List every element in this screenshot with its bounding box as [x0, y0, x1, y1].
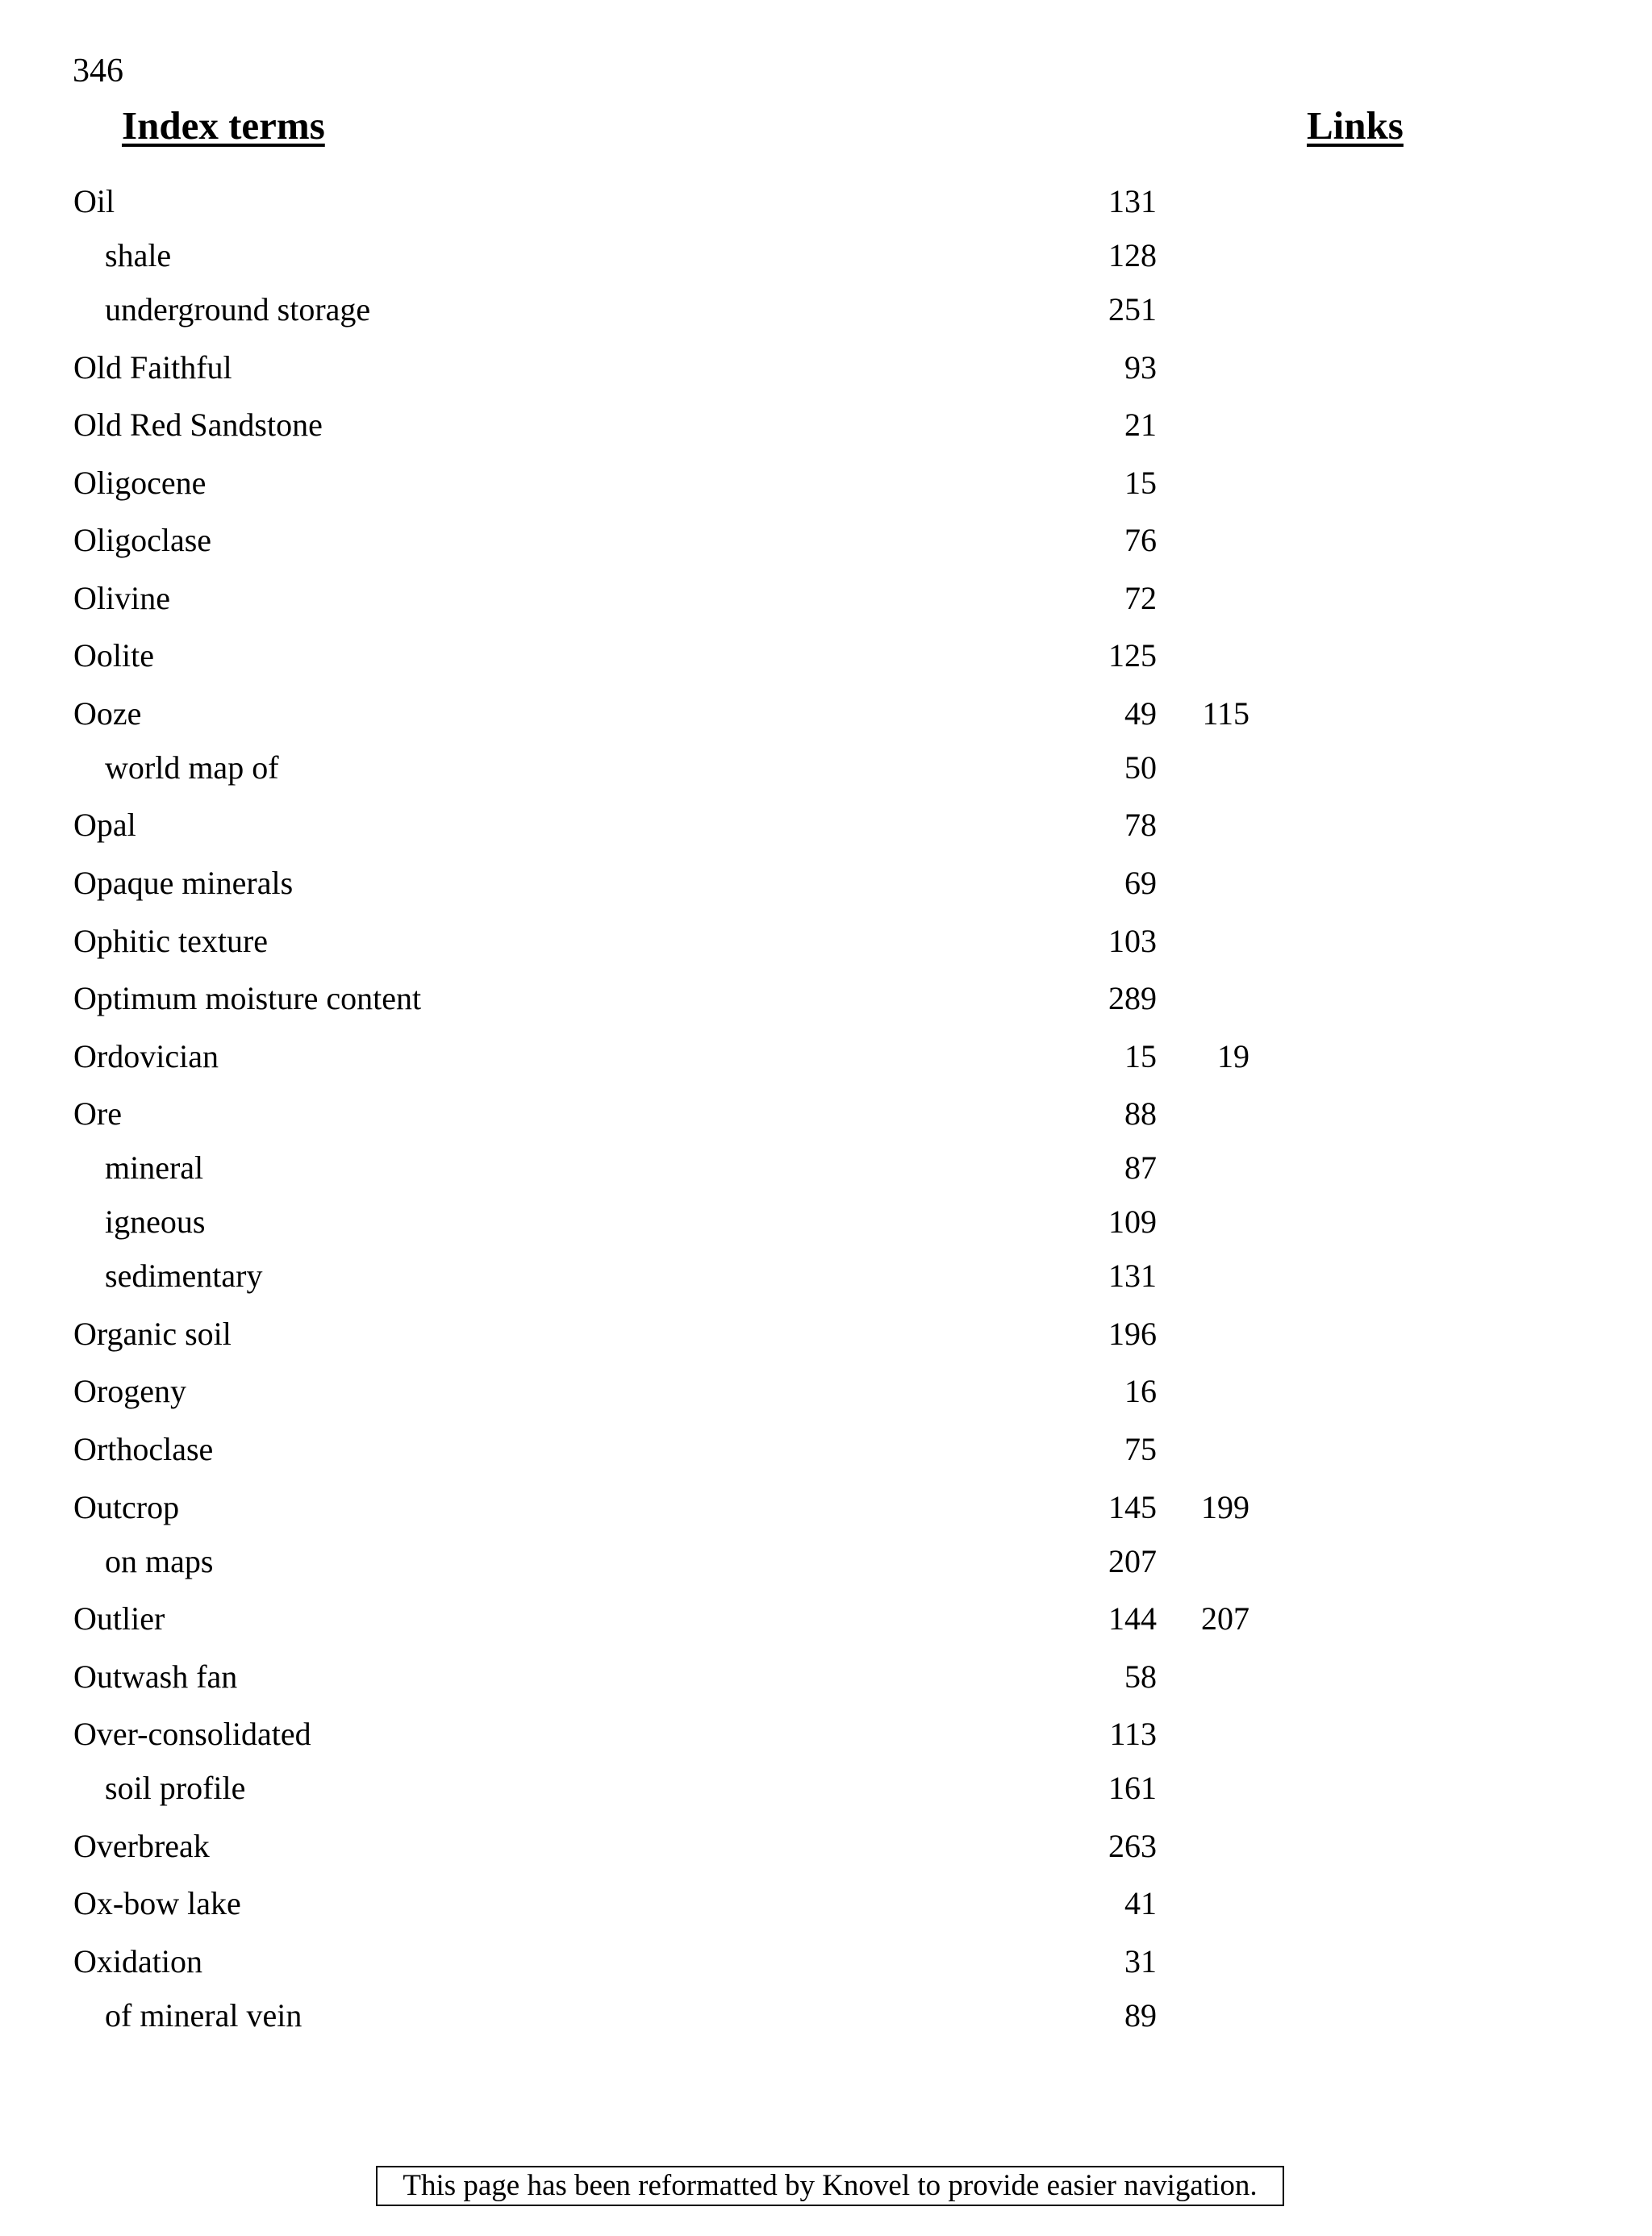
page-link[interactable]: 69	[1124, 865, 1157, 901]
index-subterm: soil profile	[105, 1770, 246, 1806]
index-term: Orthoclase	[73, 1431, 214, 1467]
page-link[interactable]: 88	[1124, 1095, 1157, 1132]
index-entry	[0, 1710, 1652, 1758]
index-entry	[0, 1483, 1652, 1532]
page-link[interactable]: 131	[1108, 183, 1157, 219]
page-link[interactable]: 109	[1108, 1204, 1157, 1240]
index-term: Organic soil	[73, 1316, 232, 1352]
page-link[interactable]: 131	[1108, 1258, 1157, 1294]
page-link[interactable]: 75	[1124, 1431, 1157, 1467]
index-entry	[0, 974, 1652, 1023]
index-entry	[0, 1992, 1652, 2040]
index-entry	[0, 1764, 1652, 1813]
index-entry	[0, 177, 1652, 226]
index-term: Orogeny	[73, 1373, 186, 1409]
page-link[interactable]: 89	[1124, 1997, 1157, 2034]
page-link[interactable]: 263	[1108, 1828, 1157, 1864]
index-entry	[0, 1144, 1652, 1192]
index-term: Olivine	[73, 580, 170, 616]
index-entry	[0, 1822, 1652, 1871]
page-link[interactable]: 15	[1124, 465, 1157, 501]
index-entry	[0, 1198, 1652, 1246]
index-entry	[0, 401, 1652, 449]
page-link[interactable]: 207	[1108, 1543, 1157, 1579]
index-term: Outcrop	[73, 1489, 180, 1525]
page-link[interactable]: 31	[1124, 1943, 1157, 1979]
index-entry	[0, 1367, 1652, 1416]
index-term: Oligocene	[73, 465, 206, 501]
index-term: Ordovician	[73, 1038, 219, 1074]
index-term: Ooze	[73, 695, 142, 732]
page-link[interactable]: 125	[1108, 637, 1157, 674]
index-subterm: of mineral vein	[105, 1997, 302, 2034]
page-number: 346	[73, 52, 123, 90]
index-term: Old Red Sandstone	[73, 407, 323, 443]
index-term: Ophitic texture	[73, 923, 269, 959]
index-term: Old Faithful	[73, 349, 232, 386]
page-link[interactable]: 87	[1124, 1149, 1157, 1186]
index-terms-header: Index terms	[122, 103, 325, 148]
index-term: Ox-bow lake	[73, 1885, 241, 1921]
page-link[interactable]: 76	[1124, 522, 1157, 558]
page-link[interactable]: 128	[1108, 237, 1157, 273]
page-link[interactable]: 113	[1109, 1716, 1157, 1752]
index-term: Opal	[73, 807, 136, 843]
page-link[interactable]: 16	[1124, 1373, 1157, 1409]
index-subterm: on maps	[105, 1543, 214, 1579]
index-term: Oolite	[73, 637, 154, 674]
index-term: Over-consolidated	[73, 1716, 311, 1752]
page-link[interactable]: 41	[1124, 1885, 1157, 1921]
index-entry	[0, 1310, 1652, 1358]
page-link[interactable]: 50	[1124, 749, 1157, 786]
index-subterm: underground storage	[105, 291, 371, 327]
index-entry	[0, 801, 1652, 849]
index-entry	[0, 1653, 1652, 1701]
page-link[interactable]: 93	[1124, 349, 1157, 386]
page-link[interactable]: 145	[1108, 1489, 1157, 1525]
index-entry	[0, 1537, 1652, 1586]
index-entry	[0, 632, 1652, 680]
index-entry	[0, 690, 1652, 738]
index-entry	[0, 1032, 1652, 1081]
index-entry	[0, 1938, 1652, 1986]
index-entry	[0, 917, 1652, 966]
page-link[interactable]: 289	[1108, 980, 1157, 1016]
index-entry	[0, 286, 1652, 334]
index-term: Outwash fan	[73, 1658, 238, 1695]
index-entry	[0, 1879, 1652, 1928]
page-link[interactable]: 115	[1202, 695, 1249, 732]
index-entry	[0, 1252, 1652, 1300]
index-entry	[0, 574, 1652, 623]
index-entry	[0, 459, 1652, 507]
index-term: Oligoclase	[73, 522, 212, 558]
index-term: Oxidation	[73, 1943, 202, 1979]
page-link[interactable]: 199	[1201, 1489, 1249, 1525]
page-link[interactable]: 103	[1108, 923, 1157, 959]
index-term: Optimum moisture content	[73, 980, 422, 1016]
page-link[interactable]: 144	[1108, 1600, 1157, 1637]
page-link[interactable]: 196	[1108, 1316, 1157, 1352]
index-entry	[0, 744, 1652, 792]
index-entry	[0, 859, 1652, 907]
page-link[interactable]: 78	[1124, 807, 1157, 843]
index-subterm: sedimentary	[105, 1258, 263, 1294]
index-term: Ore	[73, 1095, 122, 1132]
index-subterm: igneous	[105, 1204, 206, 1240]
index-entry	[0, 1595, 1652, 1643]
page-link[interactable]: 49	[1124, 695, 1157, 732]
index-subterm: world map of	[105, 749, 279, 786]
index-entry	[0, 516, 1652, 565]
index-entry	[0, 1090, 1652, 1138]
index-term: Overbreak	[73, 1828, 210, 1864]
page-link[interactable]: 19	[1217, 1038, 1249, 1074]
page-link[interactable]: 161	[1108, 1770, 1157, 1806]
page-link[interactable]: 72	[1124, 580, 1157, 616]
index-term: Oil	[73, 183, 115, 219]
page-link[interactable]: 207	[1201, 1600, 1249, 1637]
page-link[interactable]: 15	[1124, 1038, 1157, 1074]
index-entry	[0, 1425, 1652, 1474]
knovel-footer-note: This page has been reformatted by Knovel to provide easier navigation.	[376, 2166, 1284, 2206]
index-subterm: shale	[105, 237, 172, 273]
page-link[interactable]: 21	[1124, 407, 1157, 443]
links-header: Links	[1307, 103, 1404, 148]
index-term: Outlier	[73, 1600, 165, 1637]
page-link[interactable]: 58	[1124, 1658, 1157, 1695]
index-term: Opaque minerals	[73, 865, 294, 901]
index-entry	[0, 344, 1652, 392]
index-entry	[0, 232, 1652, 280]
page-link[interactable]: 251	[1108, 291, 1157, 327]
index-subterm: mineral	[105, 1149, 204, 1186]
